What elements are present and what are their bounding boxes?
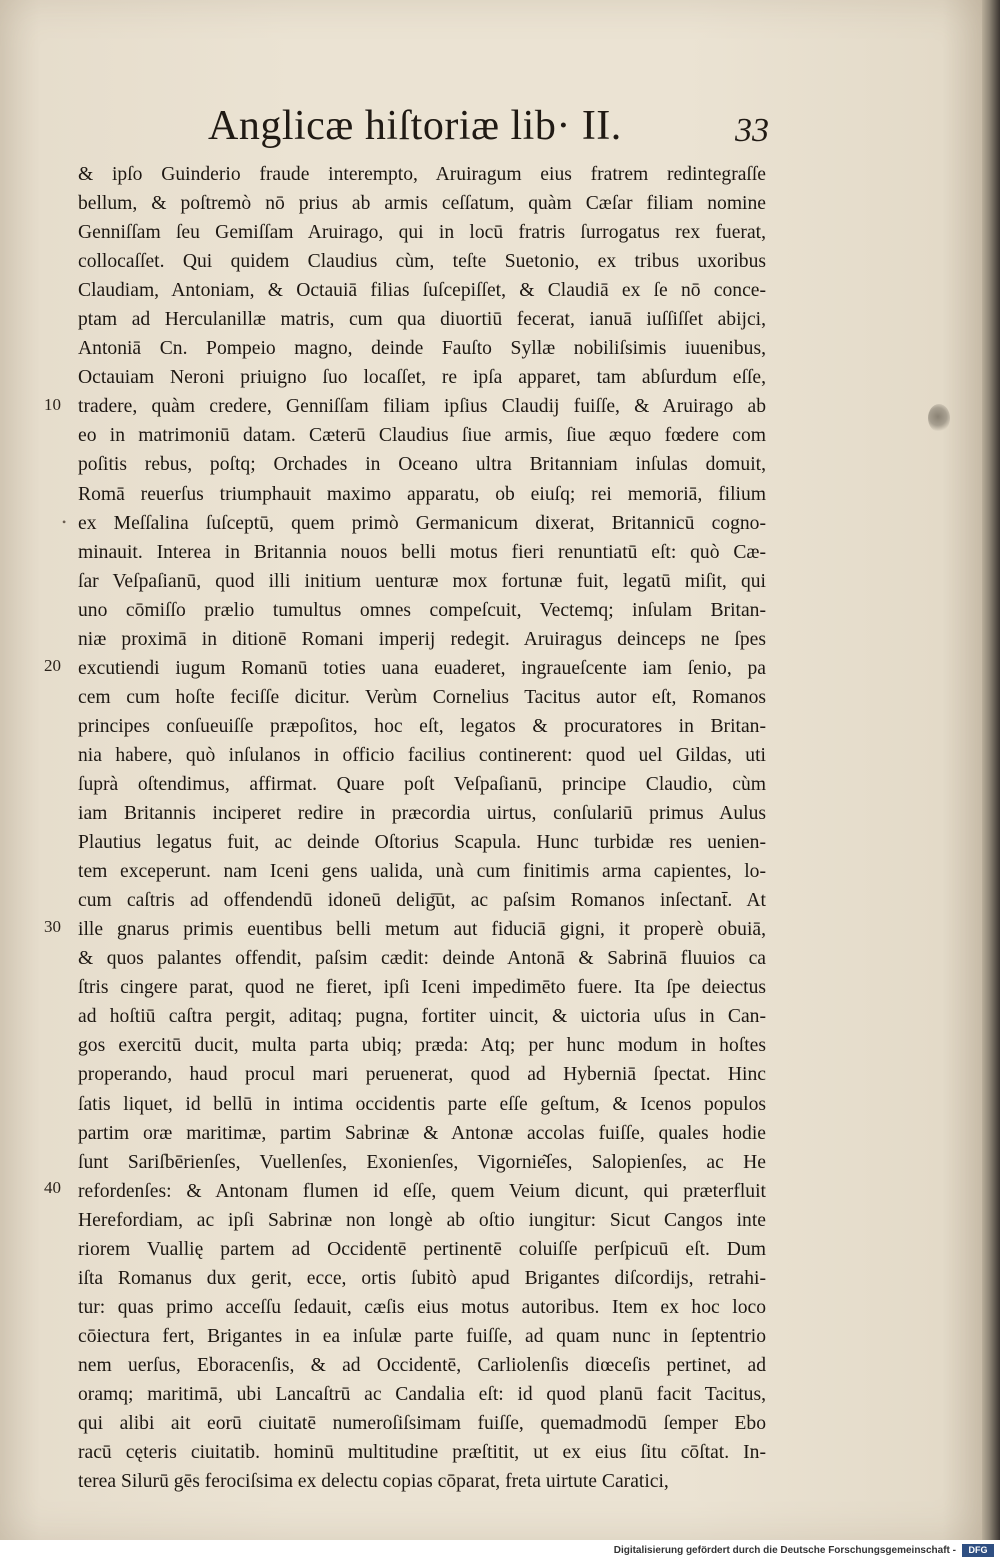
text-line: uno cōmiſſo prælio tumultus omnes compeſcuit, Vectemq; inſulam Britan- [78, 599, 766, 621]
text-line: gos exercitū ducit, multa parta ubiq; præda: Atq; per hunc modum in hoſtes [78, 1035, 766, 1057]
line-number-40: 40 [44, 1178, 61, 1197]
text-line: tem exceperunt. nam Iceni gens ualida, unà cum finitimis arma capientes, lo- [78, 861, 766, 883]
text-line: collocaſſet. Qui quidem Claudius cùm, teſte Suetonio, ex tribus uxoribus [78, 251, 766, 273]
text-line: cōiectura fert, Brigantes in ea inſulæ parte fuiſſe, ad quam nunc in ſeptentrio [78, 1325, 766, 1347]
text-line: eo in matrimoniū datam. Cæterū Claudius ſiue armis, ſiue æquo fœdere com [78, 425, 766, 447]
text-line: tur: quas primo acceſſu ſedauit, cæſis eius motus autoribus. Item ex hoc loco [78, 1296, 766, 1318]
text-line: ad hoſtiū caſtra pergit, aditaq; pugna, fortiter uincit, & uictoria uſus in Can- [78, 1006, 766, 1028]
text-line: niæ proximā in ditionē Romani imperij redegit. Aruiragus deinceps ne ſpes [78, 628, 766, 650]
text-line: excutiendi iugum Romanū toties uana euaderet, ingraueſcente iam ſenio, pa [78, 657, 766, 679]
running-title: Anglicæ hiſtoriæ lib· II. [208, 103, 622, 149]
line-number-30: 30 [44, 917, 61, 936]
text-line: principes conſueuiſſe præpoſitos, hoc eſt, legatos & procuratores in Britan- [78, 715, 766, 737]
text-line: Romā reuerſus triumphauit maximo apparatu, ob eiuſq; rei memoriā, filium [78, 483, 766, 505]
text-line: properando, haud procul mari peruenerat, quod ad Hyberniā ſpectat. Hinc [78, 1064, 766, 1086]
footer-credit: Digitalisierung gefördert durch die Deutsche Forschungsgemeinschaft - [613, 1545, 956, 1556]
text-line: ille gnarus primis euentibus belli metum aut fiduciā gigni, it properè obuiā, [78, 919, 766, 941]
page-number: 33 [735, 112, 769, 149]
dfg-logo: DFG [962, 1544, 994, 1557]
text-line: & quos palantes offendit, paſsim cædit: deinde Antonā & Sabrinā fluuios ca [78, 948, 766, 970]
line-number-10: 10 [44, 395, 61, 414]
text-line: riorem Vuallię partem ad Occidentē pertinentē coluiſſe perſpicuū eſt. Dum [78, 1238, 766, 1260]
text-line: refordenſes: & Antonam flumen id eſſe, quem Veium dicunt, qui præterfluit [78, 1180, 766, 1202]
text-line: terea Silurū gēs ferociſsima ex delectu copias cōparat, freta uirtute Caratici, [78, 1471, 669, 1493]
page-edge [982, 0, 1000, 1540]
text-line: nem uerſus, Eboracenſis, & ad Occidentē, Carliolenſis diœceſis pertinet, ad [78, 1354, 766, 1376]
text-line: minauit. Interea in Britannia nouos belli motus fieri renuntiatū eſt: quò Cæ- [78, 541, 766, 563]
text-line: ptam ad Herculanillæ matris, cum qua diuortiū fecerat, ianuā iuſſiſſet abijci, [78, 309, 766, 331]
text-line: cem cum hoſte feciſſe dicitur. Verùm Cornelius Tacitus autor eſt, Romanos [78, 686, 766, 708]
text-line: racū cęteris ciuitatib. hominū multitudine præſtitit, ut ex eius ſitu cōſtat. In- [78, 1442, 766, 1464]
text-line: Herefordiam, ac ipſi Sabrinæ non longè ab oſtio iungitur: Sicut Cangos inte [78, 1209, 766, 1231]
text-line: oramq; maritimā, ubi Lancaſtrū ac Candalia eſt: id quod planū facit Tacitus, [78, 1383, 766, 1405]
text-line: ſunt Sariſbērienſes, Vuellenſes, Exonienſes, Vigornie͂ſes, Salopienſes, ac He [78, 1151, 766, 1173]
text-line: & ipſo Guinderio fraude interempto, Aruiragum eius fratrem redintegraſſe [78, 164, 766, 185]
text-line: ex Meſſalina ſuſceptū, quem primò Germanicum dixerat, Britannicū cogno- [78, 512, 766, 534]
text-line: Genniſſam ſeu Gemiſſam Aruirago, qui in locū fratris ſurrogatus rex fuerat, [78, 222, 766, 244]
text-line: poſitis rebus, poſtq; Orchades in Oceano ultra Britanniam inſulas domuit, [78, 454, 766, 476]
text-line: iſta Romanus dux gerit, ecce, ortis ſubitò apud Brigantes diſcordijs, retrahi- [78, 1267, 766, 1289]
text-line: Octauiam Neroni priuigno ſuo locaſſet, re ipſa apparet, tam abſurdum eſſe, [78, 367, 766, 389]
digitization-footer [0, 1540, 1000, 1563]
body-text [78, 160, 766, 1496]
text-line: ſuprà oſtendimus, affirmat. Quare poſt Veſpaſianū, principe Claudio, cùm [78, 773, 766, 795]
text-line: cum caſtris ad offendendū idoneū delig͞ut, ac paſsim Romanos inſectant̄. At [78, 890, 766, 912]
text-line: partim oræ maritimæ, partim Sabrinæ & Antonæ accolas fuiſſe, quales hodie [78, 1122, 766, 1144]
paper-stain [928, 404, 950, 432]
text-line: ſar Veſpaſianū, quod illi initium uenturæ mox fortunæ fuit, legatū miſit, qui [78, 570, 766, 592]
text-line: bellum, & poſtremò nō prius ab armis ceſſatum, quàm Cæſar filiam nomine [78, 193, 766, 215]
line-number-20: 20 [44, 656, 61, 675]
text-line: nia habere, quò inſulanos in officio facilius continerent: quod uel Gildas, uti [78, 744, 766, 766]
margin-mark: • [62, 515, 67, 529]
text-line: iam Britannis inciperet redire in præcordia uirtus, conſulariū primus Aulus [78, 803, 766, 825]
text-line: Claudiam, Antoniam, & Octauiā filias ſuſcepiſſet, & Claudiā ex ſe nō conce- [78, 280, 766, 302]
text-line: Plautius legatus fuit, ac deinde Oſtorius Scapula. Hunc turbidæ res uenien- [78, 832, 766, 854]
text-line: ſtris cingere parat, quod ne fieret, ipſi Iceni impedimēto fuere. Ita ſpe deiectus [78, 977, 766, 999]
text-line: ſatis liquet, id bellū in intima occidentis parte eſſe geſtum, & Icenos populos [78, 1093, 766, 1115]
text-line: Antoniā Cn. Pompeio magno, deinde Fauſto Syllæ nobiliſsimis iuuenibus, [78, 338, 766, 360]
text-line: tradere, quàm credere, Genniſſam filiam ipſius Claudij fuiſſe, & Aruirago ab [78, 396, 766, 418]
text-line: qui alibi ait eorū ciuitatē numeroſiſsimam fuiſſe, quemadmodū ſemper Ebo [78, 1413, 766, 1435]
